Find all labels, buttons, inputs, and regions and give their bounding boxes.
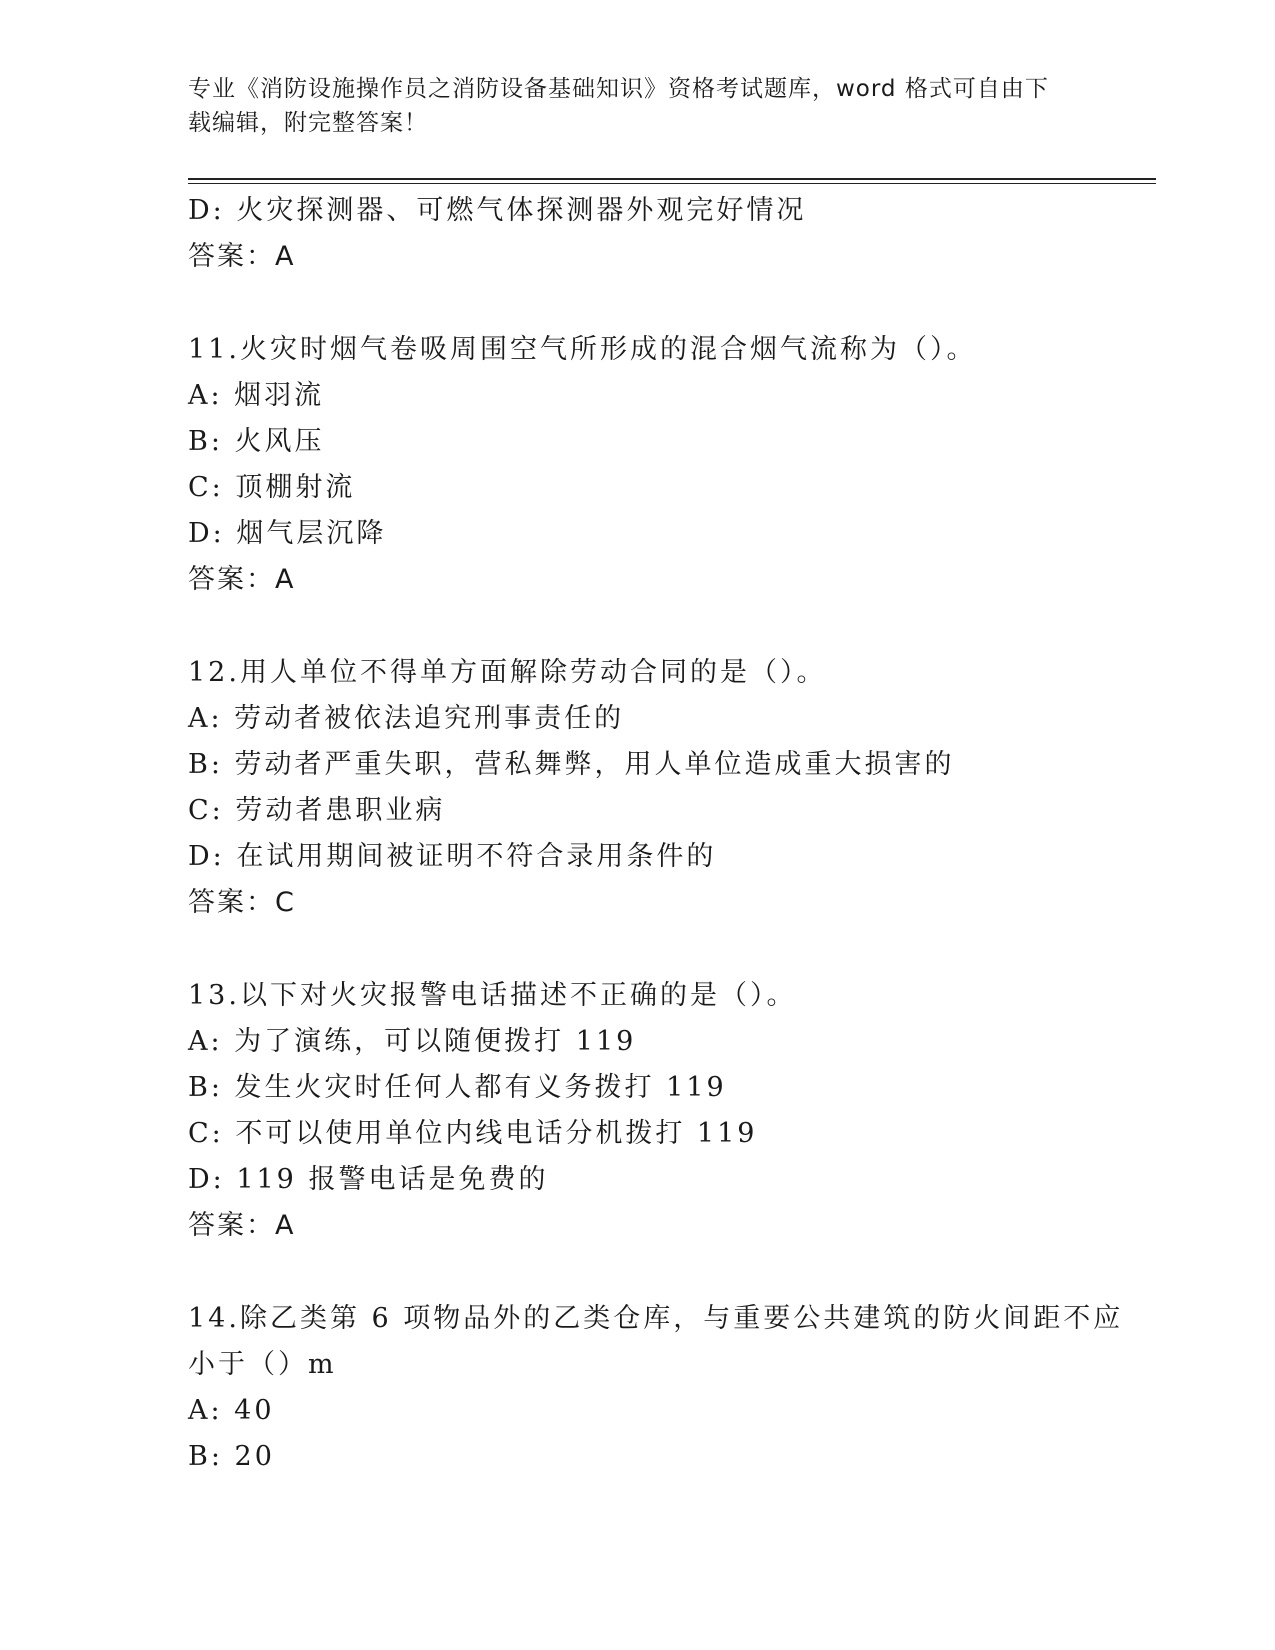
header-line-2: 载编辑，附完整答案！ [188,110,428,136]
header-divider-thin [188,183,1156,184]
spacer [188,280,1088,327]
spacer [188,1249,1088,1296]
option-d: D: 在试用期间被证明不符合录用条件的 [188,841,717,872]
spacer [188,926,1088,973]
header-line-1: 专业《消防设施操作员之消防设备基础知识》资格考试题库，word 格式可自由下 [188,76,1049,102]
option-b: B: 火风压 [188,426,325,457]
previous-question-answer: 答案：A [188,241,296,272]
question-answer: 答案：A [188,564,296,595]
option-d: D: 119 报警电话是免费的 [188,1164,549,1195]
question-stem: 11.火灾时烟气卷吸周围空气所形成的混合烟气流称为（）。 [188,334,977,365]
header-divider-thick [188,178,1156,180]
document-header [188,72,1088,140]
question-stem-line-1: 14.除乙类第 6 项物品外的乙类仓库，与重要公共建筑的防火间距不应 [188,1303,1124,1334]
question-stem: 12.用人单位不得单方面解除劳动合同的是（）。 [188,657,827,688]
option-c: C: 不可以使用单位内线电话分机拨打 119 [188,1118,758,1149]
question-answer: 答案：A [188,1210,296,1241]
option-a: A: 为了演练，可以随便拨打 119 [188,1026,637,1057]
question-stem: 13.以下对火灾报警电话描述不正确的是（）。 [188,980,797,1011]
question-12 [188,650,1088,926]
option-b: B: 发生火灾时任何人都有义务拨打 119 [188,1072,727,1103]
question-13 [188,973,1088,1249]
question-answer: 答案：C [188,887,296,918]
option-d: D: 烟气层沉降 [188,518,387,549]
option-b: B: 20 [188,1441,275,1472]
question-list [188,188,1124,1480]
question-11 [188,327,1088,603]
previous-question-option-d: D: 火灾探测器、可燃气体探测器外观完好情况 [188,195,807,226]
option-c: C: 顶棚射流 [188,472,356,503]
option-a: A: 劳动者被依法追究刑事责任的 [188,703,625,734]
option-c: C: 劳动者患职业病 [188,795,446,826]
option-a: A: 烟羽流 [188,380,325,411]
question-stem-line-2: 小于（）m [188,1349,337,1380]
question-14 [188,1296,1124,1480]
spacer [188,603,1088,650]
option-b: B: 劳动者严重失职，营私舞弊，用人单位造成重大损害的 [188,749,955,780]
option-a: A: 40 [188,1395,275,1426]
